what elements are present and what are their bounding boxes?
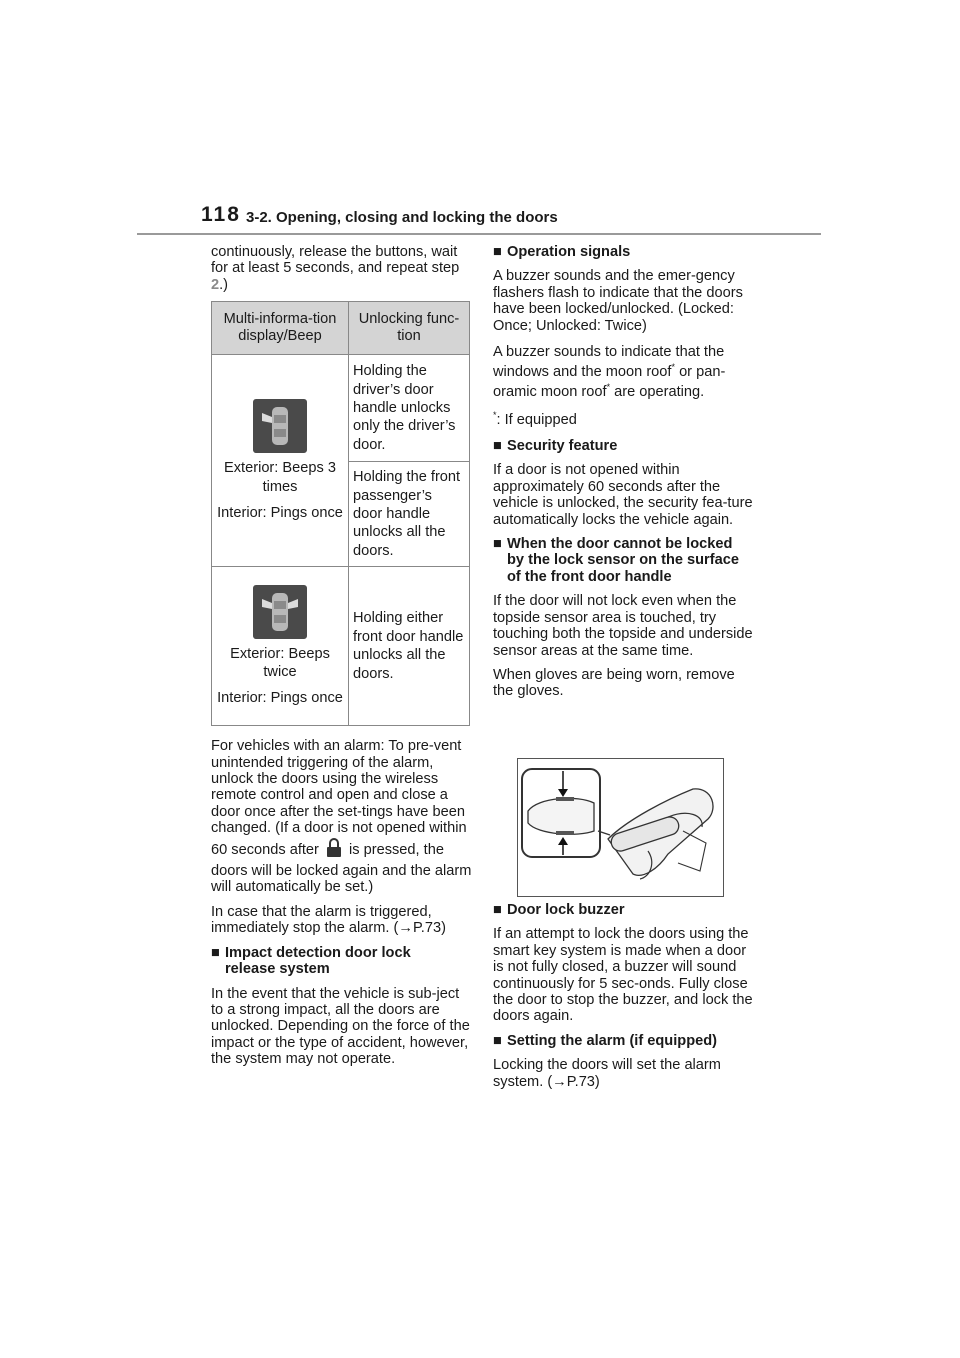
table-cell-function-2: Holding either front door handle unlocks all the doors. [349, 567, 470, 726]
operation-signals-heading: ■ Operation signals [493, 244, 631, 260]
impact-heading: ■ Impact detection door lock release system [211, 944, 411, 978]
table-cell-function-1a: Holding the driver’s door handle unlocks only the driver’s door. [349, 355, 470, 462]
driver-door-open-icon [253, 399, 307, 453]
alarm-paragraph: For vehicles with an alarm: To pre-vent unintended triggering of the alarm, unlock the doors using the wireless remote control and open and close a door once after the set-tings have been changed. (If a door is not opened within 60 seconds after is pressed, the doors will be locked again and the alarm will automatically be set.) [211, 738, 472, 896]
door-lock-buzzer-heading: ■ Door lock buzzer [493, 902, 625, 918]
footnote: *: If equipped [493, 410, 577, 429]
unlock-function-table [211, 301, 470, 726]
alarm-triggered-paragraph: In case that the alarm is triggered, immediately stop the alarm. (→P.73) [211, 903, 446, 937]
table-cell-display-1: Exterior: Beeps 3 times Interior: Pings once [212, 355, 349, 567]
intro-paragraph: continuously, release the buttons, wait for at least 5 seconds, and repeat step 2.) [211, 244, 460, 293]
section-title: 3-2. Opening, closing and locking the doors [246, 209, 558, 226]
door-lock-buzzer-body: If an attempt to lock the doors using the smart key system is made when a door is not fully closed, a buzzer will sound continuously for 5 sec-onds. Fully close the door to stop the buzzer, and lock the doors again. [493, 926, 753, 1025]
door-handle-illustration [517, 758, 724, 897]
setting-alarm-heading: ■ Setting the alarm (if equipped) [493, 1032, 717, 1049]
page-number: 118 [201, 203, 241, 226]
no-lock-heading: ■ When the door cannot be locked by the lock sensor on the surface of the front door handle [493, 536, 739, 585]
step-reference: 2 [211, 276, 220, 293]
operation-signals-body-2: A buzzer sounds to indicate that the windows and the moon roof* or pan-oramic moon roof* are operating. [493, 344, 726, 401]
table-cell-function-1b: Holding the front passenger’s door handle unlocks all the doors. [349, 462, 470, 567]
no-lock-body-2: When gloves are being worn, remove the gloves. [493, 666, 735, 700]
impact-body: In the event that the vehicle is sub-ject to a strong impact, all the doors are unlocked. Depending on the force of the impact or the type of accident, however, the system may not operate. [211, 985, 470, 1068]
setting-alarm-body: Locking the doors will set the alarm system. (→P.73) [493, 1057, 721, 1090]
right-column-lower [493, 902, 755, 1098]
no-lock-body-1: If the door will not lock even when the topside sensor area is touched, try touching both the topside and underside sensor areas at the same time. [493, 593, 753, 659]
security-heading: ■ Security feature [493, 438, 618, 455]
right-column [493, 244, 755, 708]
header-rule [137, 233, 821, 235]
security-body: If a door is not opened within approximately 60 seconds after the vehicle is unlocked, the security fea-ture automatically locks the vehicle again. [493, 462, 753, 528]
table-header-display: Multi-informa-tion display/Beep [212, 302, 349, 355]
both-doors-open-icon [253, 585, 307, 639]
operation-signals-body-1: A buzzer sounds and the emer-gency flashers flash to indicate that the doors have been locked/unlocked. (Locked: Once; Unlocked: Twice) [493, 268, 743, 334]
table-header-function: Unlocking func-tion [349, 302, 470, 355]
lock-icon [323, 837, 345, 863]
table-cell-display-2: Exterior: Beeps twice Interior: Pings once [212, 567, 349, 726]
left-column [211, 244, 473, 1076]
